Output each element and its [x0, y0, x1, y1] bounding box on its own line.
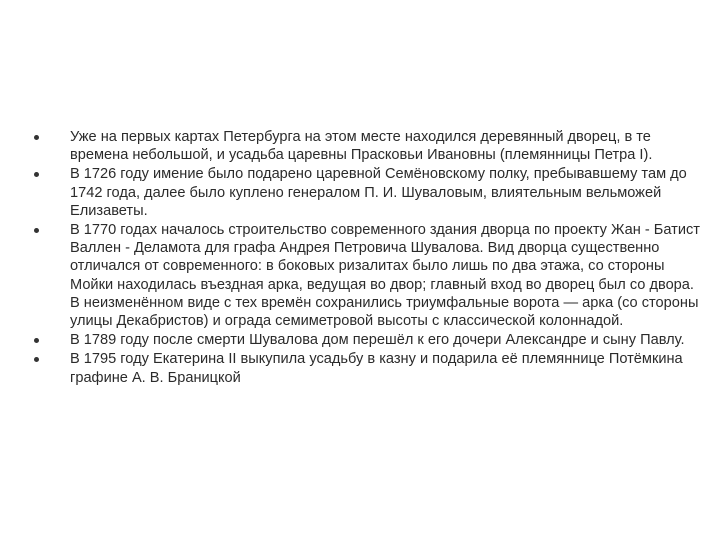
bullet-dot-icon: [34, 228, 39, 233]
bullet-dot-icon: [34, 338, 39, 343]
bullet-text: В 1770 годах началось строительство современного здания дворца по проекту Жан - Батист Валлен - Деламота для графа Андрея Петровича Шувалова. Вид дворца существенно отличался от современного: в боковых ризалитах было лишь по два этажа, со стороны Мойки находилась въездная арка, ведущая во двор; главный вход во дворец был со двора. В неизменённом виде с тех времён сохранились триумфальные ворота — арка (со стороны улицы Декабристов) и ограда семиметровой высоты с классической колоннадой.: [70, 222, 700, 330]
bullet-text: В 1726 году имение было подарено царевной Семёновскому полку, пребывавшему там до 1742 года, далее было куплено генералом П. И. Шуваловым, влиятельным вельможей Елизаветы.: [70, 166, 687, 219]
bullet-dot-icon: [34, 135, 39, 140]
bullet-dot-icon: [34, 172, 39, 177]
bullet-text: В 1795 году Екатерина II выкупила усадьбу в казну и подарила её племяннице Потёмкина графине А. В. Браницкой: [70, 351, 683, 386]
bullet-text: В 1789 году после смерти Шувалова дом перешёл к его дочери Александре и сыну Павлу.: [70, 332, 685, 349]
bullet-item: [34, 165, 700, 220]
bullet-text: Уже на первых картах Петербурга на этом месте находился деревянный дворец, в те времена небольшой, и усадьба царевны Прасковьи Ивановны (племянницы Петра I).: [70, 129, 653, 164]
bullet-item: [34, 331, 700, 349]
bullet-item: [34, 128, 700, 164]
bullet-item: [34, 221, 700, 330]
bullet-dot-icon: [34, 357, 39, 362]
bullet-item: [34, 350, 700, 386]
bullet-list: [34, 128, 700, 388]
